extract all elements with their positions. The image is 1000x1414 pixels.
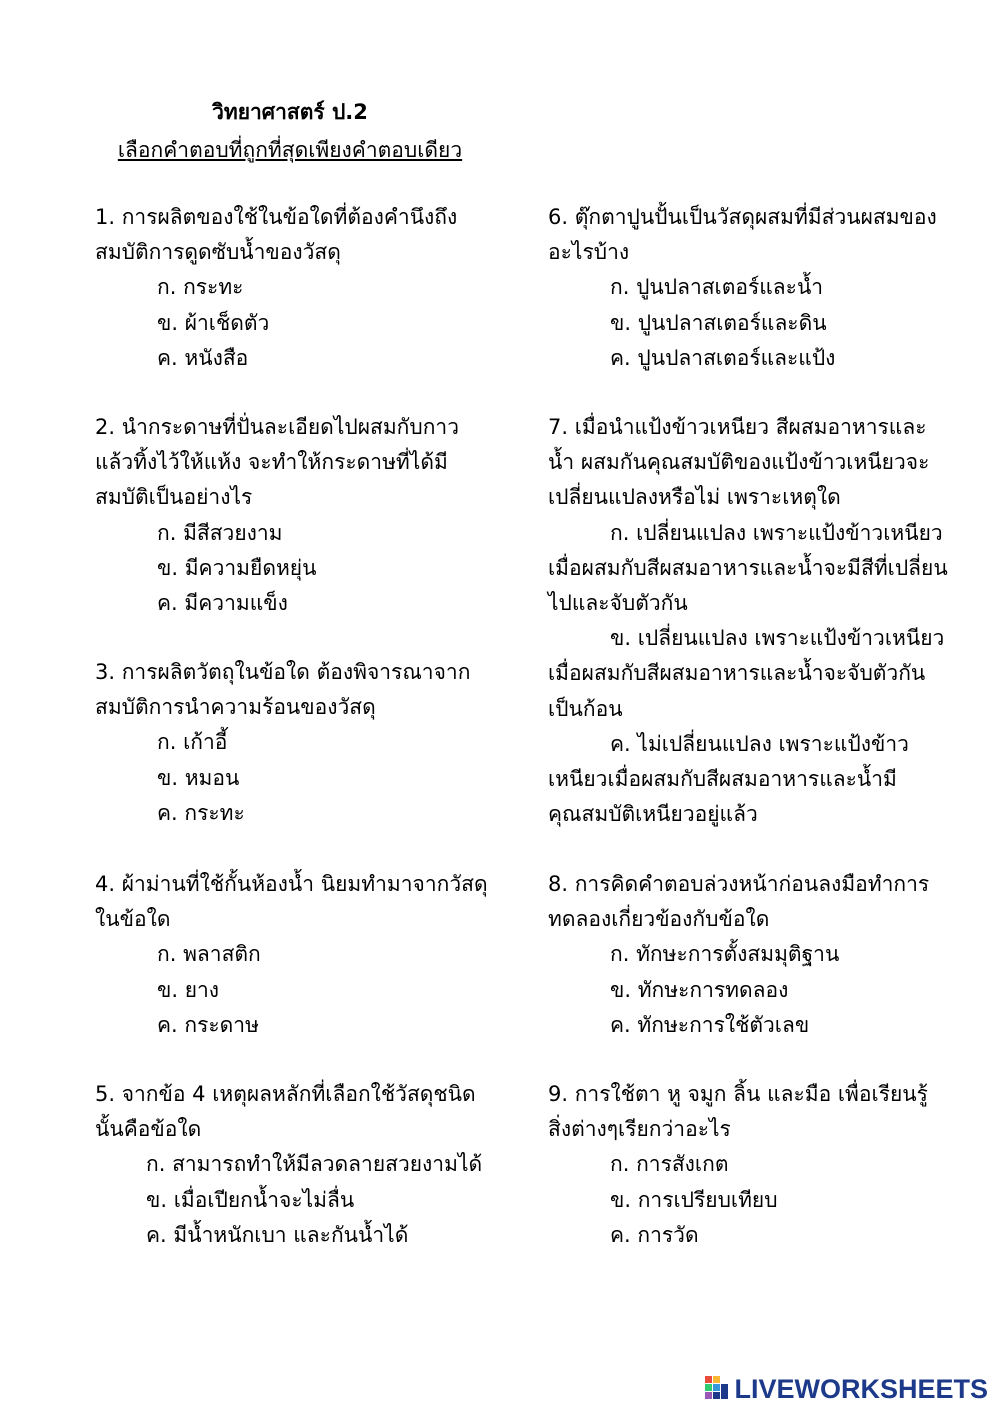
question-stem: 1. การผลิตของใช้ในข้อใดที่ต้องคำนึงถึงสมบัติการดูดซับน้ำของวัสดุ xyxy=(95,205,458,265)
option-a: ก. เปลี่ยนแปลง เพราะแป้งข้าวเหนียวเมื่อผสมกับสีผสมอาหารและน้ำจะมีสีที่เปลี่ยนไปและจับตัวกัน xyxy=(548,520,948,616)
option-b: ข. หมอน xyxy=(157,765,240,790)
option-a: ก. เก้าอี้ xyxy=(157,730,228,755)
option-a: ก. การสังเกต xyxy=(610,1152,729,1177)
page-title: วิทยาศาสตร์ ป.2 xyxy=(212,100,368,124)
question-6 xyxy=(548,200,948,376)
option-b: ข. เมื่อเปียกน้ำจะไม่ลื่น xyxy=(146,1187,355,1212)
option-a: ก. มีสีสวยงาม xyxy=(157,520,283,545)
question-stem: 7. เมื่อนำแป้งข้าวเหนียว สีผสมอาหารและน้ำ ผสมกันคุณสมบัติของแป้งข้าวเหนียวจะเปลี่ยนแปลงหรือไม่ เพราะเหตุใด xyxy=(548,415,930,510)
question-stem: 4. ผ้าม่านที่ใช้กั้นห้องน้ำ นิยมทำมาจากวัสดุในข้อใด xyxy=(95,872,488,932)
option-c: ค. กระดาษ xyxy=(157,1012,259,1037)
option-b: ข. ยาง xyxy=(157,977,220,1002)
question-stem: 6. ตุ๊กตาปูนปั้นเป็นวัสดุผสมที่มีส่วนผสมของอะไรบ้าง xyxy=(548,205,937,265)
option-c: ค. ไม่เปลี่ยนแปลง เพราะแป้งข้าวเหนียวเมื่อผสมกับสีผสมอาหารและน้ำมีคุณสมบัติเหนียวอยู่แล้ว xyxy=(548,731,909,827)
option-a: ก. ทักษะการตั้งสมมุติฐาน xyxy=(610,942,840,967)
logo-text: LIVEWORKSHEETS xyxy=(734,1373,988,1404)
question-stem: 5. จากข้อ 4 เหตุผลหลักที่เลือกใช้วัสดุชนิดนั้นคือข้อใด xyxy=(95,1082,476,1142)
option-b: ข. การเปรียบเทียบ xyxy=(610,1187,778,1212)
option-c: ค. หนังสือ xyxy=(157,345,249,370)
question-stem: 9. การใช้ตา หู จมูก ลิ้น และมือ เพื่อเรียนรู้สิ่งต่างๆเรียกว่าอะไร xyxy=(548,1082,928,1142)
liveworksheets-logo xyxy=(704,1371,988,1407)
liveworksheets-logo-icon xyxy=(704,1374,730,1404)
question-9 xyxy=(548,1077,948,1253)
question-stem: 2. นำกระดาษที่ปั่นละเอียดไปผสมกับกาวแล้วทิ้งไว้ให้แห้ง จะทำให้กระดาษที่ได้มีสมบัติเป็นอย่างไร xyxy=(95,415,460,510)
option-b: ข. ทักษะการทดลอง xyxy=(610,977,789,1002)
question-stem: 8. การคิดคำตอบล่วงหน้าก่อนลงมือทำการทดลองเกี่ยวข้องกับข้อใด xyxy=(548,872,930,932)
question-4 xyxy=(95,867,490,1043)
question-2 xyxy=(95,410,490,621)
option-a: ก. พลาสติก xyxy=(157,942,261,967)
option-a: ก. สามารถทำให้มีลวดลายสวยงามได้ xyxy=(146,1152,483,1177)
question-8 xyxy=(548,867,948,1043)
question-7 xyxy=(548,410,948,832)
option-c: ค. การวัด xyxy=(610,1222,699,1247)
question-stem: 3. การผลิตวัตถุในข้อใด ต้องพิจารณาจากสมบัติการนำความร้อนของวัสดุ xyxy=(95,660,471,720)
option-b: ข. ปูนปลาสเตอร์และดิน xyxy=(610,310,827,335)
option-c: ค. กระทะ xyxy=(157,800,245,825)
option-c: ค. ปูนปลาสเตอร์และแป้ง xyxy=(610,345,836,370)
question-3 xyxy=(95,655,490,831)
option-c: ค. มีน้ำหนักเบา และกันน้ำได้ xyxy=(146,1222,409,1247)
option-b: ข. ผ้าเช็ดตัว xyxy=(157,310,270,335)
question-1 xyxy=(95,200,490,376)
option-a: ก. กระทะ xyxy=(157,275,244,300)
option-c: ค. มีความแข็ง xyxy=(157,591,288,616)
option-a: ก. ปูนปลาสเตอร์และน้ำ xyxy=(610,275,824,300)
question-5 xyxy=(84,1077,484,1253)
option-b: ข. มีความยืดหยุ่น xyxy=(157,555,317,580)
option-c: ค. ทักษะการใช้ตัวเลข xyxy=(610,1012,810,1037)
instruction-subtitle: เลือกคำตอบที่ถูกที่สุดเพียงคำตอบเดียว xyxy=(117,138,463,162)
option-b: ข. เปลี่ยนแปลง เพราะแป้งข้าวเหนียวเมื่อผสมกับสีผสมอาหารและน้ำจะจับตัวกันเป็นก้อน xyxy=(548,626,945,721)
